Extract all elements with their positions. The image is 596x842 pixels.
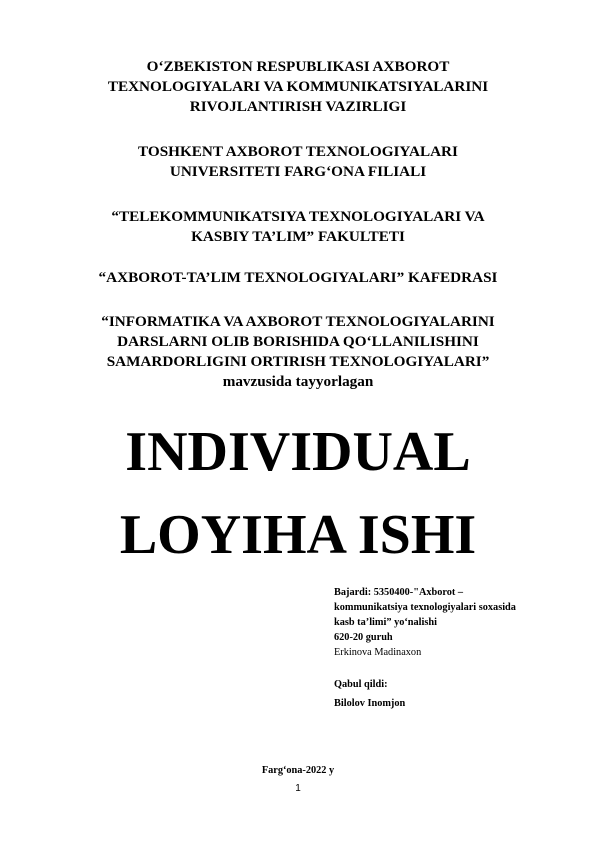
university-line: UNIVERSITETI FARG‘ONA FILIALI xyxy=(169,163,427,180)
title-line-2: LOYIHA ISHI xyxy=(119,504,477,566)
topic-suffix: mavzusida tayyorlagan xyxy=(222,373,374,390)
department-heading xyxy=(60,268,536,288)
title-line-1: INDIVIDUAL xyxy=(125,421,471,483)
ministry-line: O‘ZBEKISTON RESPUBLIKASI AXBOROT xyxy=(146,58,450,75)
page-number: 1 xyxy=(295,783,301,794)
faculty-heading xyxy=(60,207,536,247)
teacher-name: Bilolov Inomjon xyxy=(334,698,406,709)
performed-line: kasb ta’limi” yo‘nalishi xyxy=(334,617,437,628)
accepted-label: Qabul qildi: xyxy=(334,679,388,690)
performed-by-block xyxy=(334,585,574,660)
ministry-heading xyxy=(60,57,536,117)
topic-line: DARSLARNI OLIB BORISHIDA QO‘LLANILISHINI xyxy=(117,333,479,350)
place-year: Farg‘ona-2022 y xyxy=(261,765,335,776)
faculty-line: KASBIY TA’LIM” FAKULTETI xyxy=(191,228,405,245)
performed-line: Bajardi: 5350400-"Axborot – xyxy=(334,587,464,598)
topic-line: SAMARDORLIGINI ORTIRISH TEXNOLOGIYALARI” xyxy=(106,353,490,370)
ministry-line: TEXNOLOGIYALARI VA KOMMUNIKATSIYALARINI xyxy=(107,78,489,95)
university-line: TOSHKENT AXBOROT TEXNOLOGIYALARI xyxy=(138,143,458,160)
topic-heading xyxy=(60,312,536,392)
group-number: 620-20 guruh xyxy=(334,632,393,643)
faculty-line: “TELEKOMMUNIKATSIYA TEXNOLOGIYALARI VA xyxy=(111,208,485,225)
student-name: Erkinova Madinaxon xyxy=(334,647,422,658)
department-line: “AXBOROT-TA’LIM TEXNOLOGIYALARI” KAFEDRASI xyxy=(98,269,498,286)
ministry-line: RIVOJLANTIRISH VAZIRLIGI xyxy=(189,98,407,115)
university-heading xyxy=(60,142,536,182)
performed-line: kommunikatsiya texnologiyalari soxasida xyxy=(334,602,516,613)
topic-line: “INFORMATIKA VA AXBOROT TEXNOLOGIYALARINI xyxy=(101,313,495,330)
accepted-by-block xyxy=(334,677,574,711)
